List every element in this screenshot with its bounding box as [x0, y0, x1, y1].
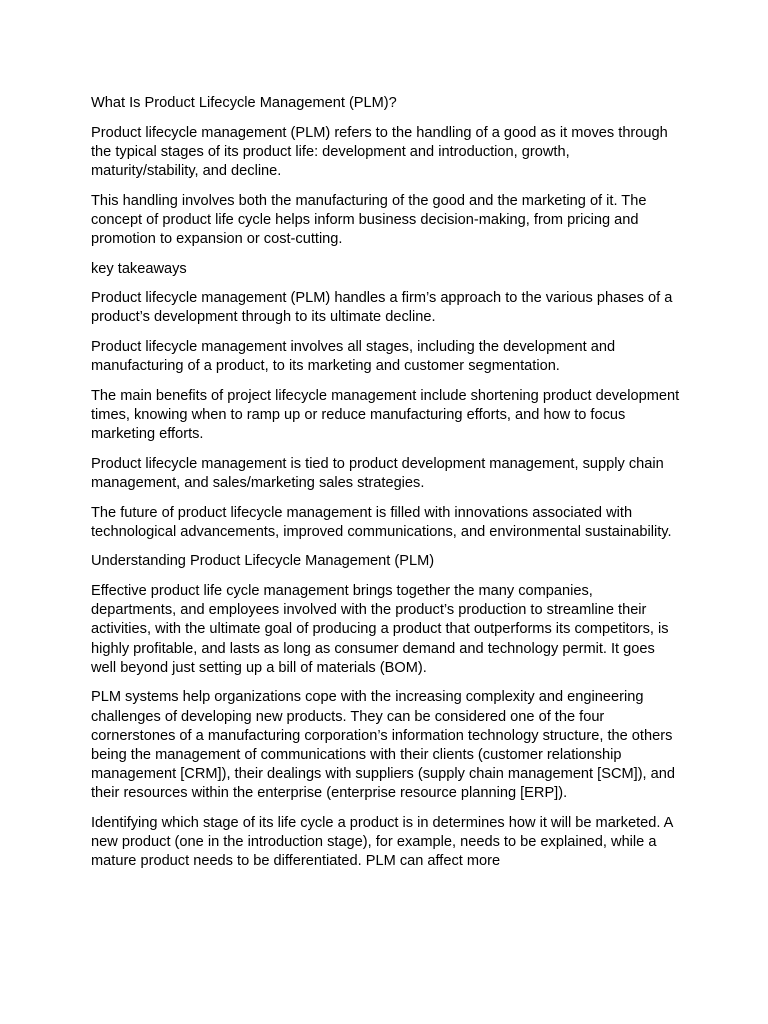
takeaway-paragraph: Product lifecycle management (PLM) handles a firm’s approach to the various phases of a product’s development through to its ultimate decline.	[91, 290, 673, 326]
paragraph-plm-systems: PLM systems help organizations cope with the increasing complexity and engineering challenges of developing new products. They can be considered one of the four cornerstones of a manufacturing corporation’s information technology structure, the others being the management of communications with their clients (customer relationship management [CRM]), their dealings with suppliers (supply chain management [SCM]), and their resources within the enterprise (enterprise resource planning [ERP]).	[91, 689, 676, 802]
paragraph-effective-plm: Effective product life cycle management brings together the many companies, departments, and employees involved with the product’s production to streamline their activities, with the ultimate goal of producing a product that outperforms its competitors, is highly profitable, and lasts as long as consumer demand and technology permit. It goes well beyond just setting up a bill of materials (BOM).	[91, 582, 669, 676]
paragraph-plm-definition: Product lifecycle management (PLM) refers to the handling of a good as it moves through the typical stages of its product life: development and introduction, growth, maturity/stability, and decline.	[91, 124, 668, 179]
section-heading-understanding: Understanding Product Lifecycle Management (PLM)	[91, 553, 435, 570]
key-takeaways-heading: key takeaways	[91, 260, 187, 277]
paragraph-identifying-stage: Identifying which stage of its life cycle a product is in determines how it will be marketed. A new product (one in the introduction stage), for example, needs to be explained, while a mature product needs to be differentiated. PLM can affect more	[91, 814, 673, 870]
takeaway-paragraph: Product lifecycle management involves all stages, including the development and manufacturing of a product, to its marketing and customer segmentation.	[91, 338, 616, 375]
paragraph-handling: This handling involves both the manufacturing of the good and the marketing of it. The concept of product life cycle helps inform business decision-making, from pricing and promotion to expansion or cost-cutting.	[91, 192, 647, 247]
takeaway-paragraph: Product lifecycle management is tied to product development management, supply chain management, and sales/marketing sales strategies.	[91, 455, 664, 491]
doc-title: What Is Product Lifecycle Management (PLM)?	[91, 95, 397, 111]
document-body	[91, 94, 681, 882]
takeaway-paragraph: The main benefits of project lifecycle management include shortening product development times, knowing when to ramp up or reduce manufacturing efforts, and how to focus marketing efforts.	[91, 387, 680, 443]
takeaway-paragraph: The future of product lifecycle management is filled with innovations associated with technological advancements, improved communications, and environmental sustainability.	[91, 504, 672, 540]
